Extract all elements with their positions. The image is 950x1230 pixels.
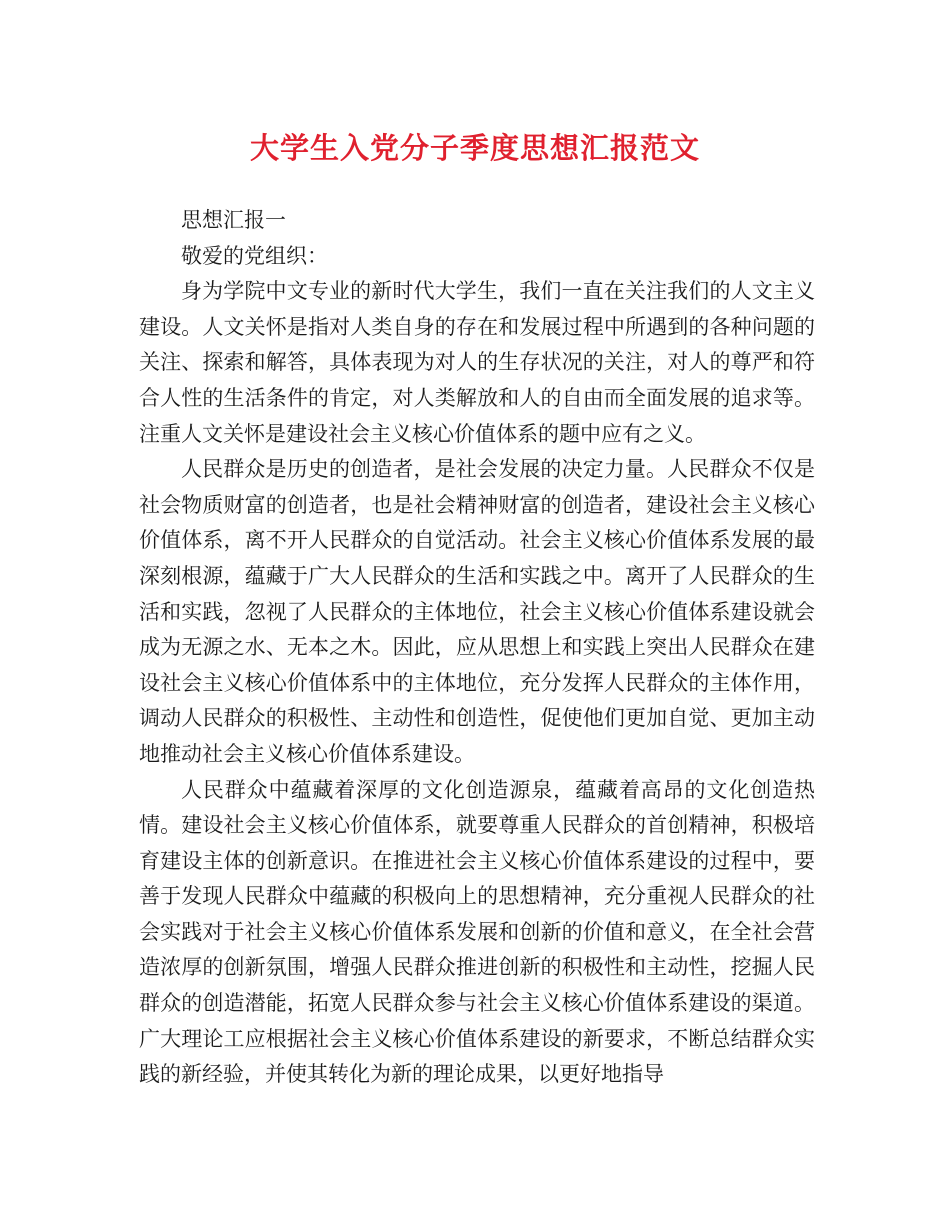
- paragraph: 人民群众是历史的创造者，是社会发展的决定力量。人民群众不仅是社会物质财富的创造者，也是社会精神财富的创造者，建设社会主义核心价值体系，离不开人民群众的自觉活动。社会主义核心价值体系发展的最深刻根源，蕴藏于广大人民群众的生活和实践之中。离开了人民群众的生活和实践，忽视了人民群众的主体地位，社会主义核心价值体系建设就会成为无源之水、无本之木。因此，应从思想上和实践上突出人民群众在建设社会主义核心价值体系中的主体地位，充分发挥人民群众的主体作用，调动人民群众的积极性、主动性和创造性，促使他们更加自觉、更加主动地推动社会主义核心价值体系建设。: [139, 457, 815, 766]
- paragraph: 身为学院中文专业的新时代大学生，我们一直在关注我们的人文主义建设。人文关怀是指对人类自身的存在和发展过程中所遇到的各种问题的关注、探索和解答，具体表现为对人的生存状况的关注，对人的尊严和符合人性的生活条件的肯定，对人类解放和人的自由而全面发展的追求等。注重人文关怀是建设社会主义核心价值体系的题中应有之义。: [139, 279, 815, 446]
- document-body: [139, 203, 815, 1093]
- salutation: 敬爱的党组织：: [181, 243, 328, 268]
- document-title: 大学生入党分子季度思想汇报范文: [249, 131, 700, 165]
- section-heading: 思想汇报一: [181, 208, 286, 232]
- paragraph: 人民群众中蕴藏着深厚的文化创造源泉，蕴藏着高昂的文化创造热情。建设社会主义核心价值体系，就要尊重人民群众的首创精神，积极培育建设主体的创新意识。在推进社会主义核心价值体系建设的过程中，要善于发现人民群众中蕴藏的积极向上的思想精神，充分重视人民群众的社会实践对于社会主义核心价值体系发展和创新的价值和意义，在全社会营造浓厚的创新氛围，增强人民群众推进创新的积极性和主动性，挖掘人民群众的创造潜能，拓宽人民群众参与社会主义核心价值体系建设的渠道。广大理论工应根据社会主义核心价值体系建设的新要求，不断总结群众实践的新经验，并使其转化为新的理论成果，以更好地指导: [139, 777, 815, 1087]
